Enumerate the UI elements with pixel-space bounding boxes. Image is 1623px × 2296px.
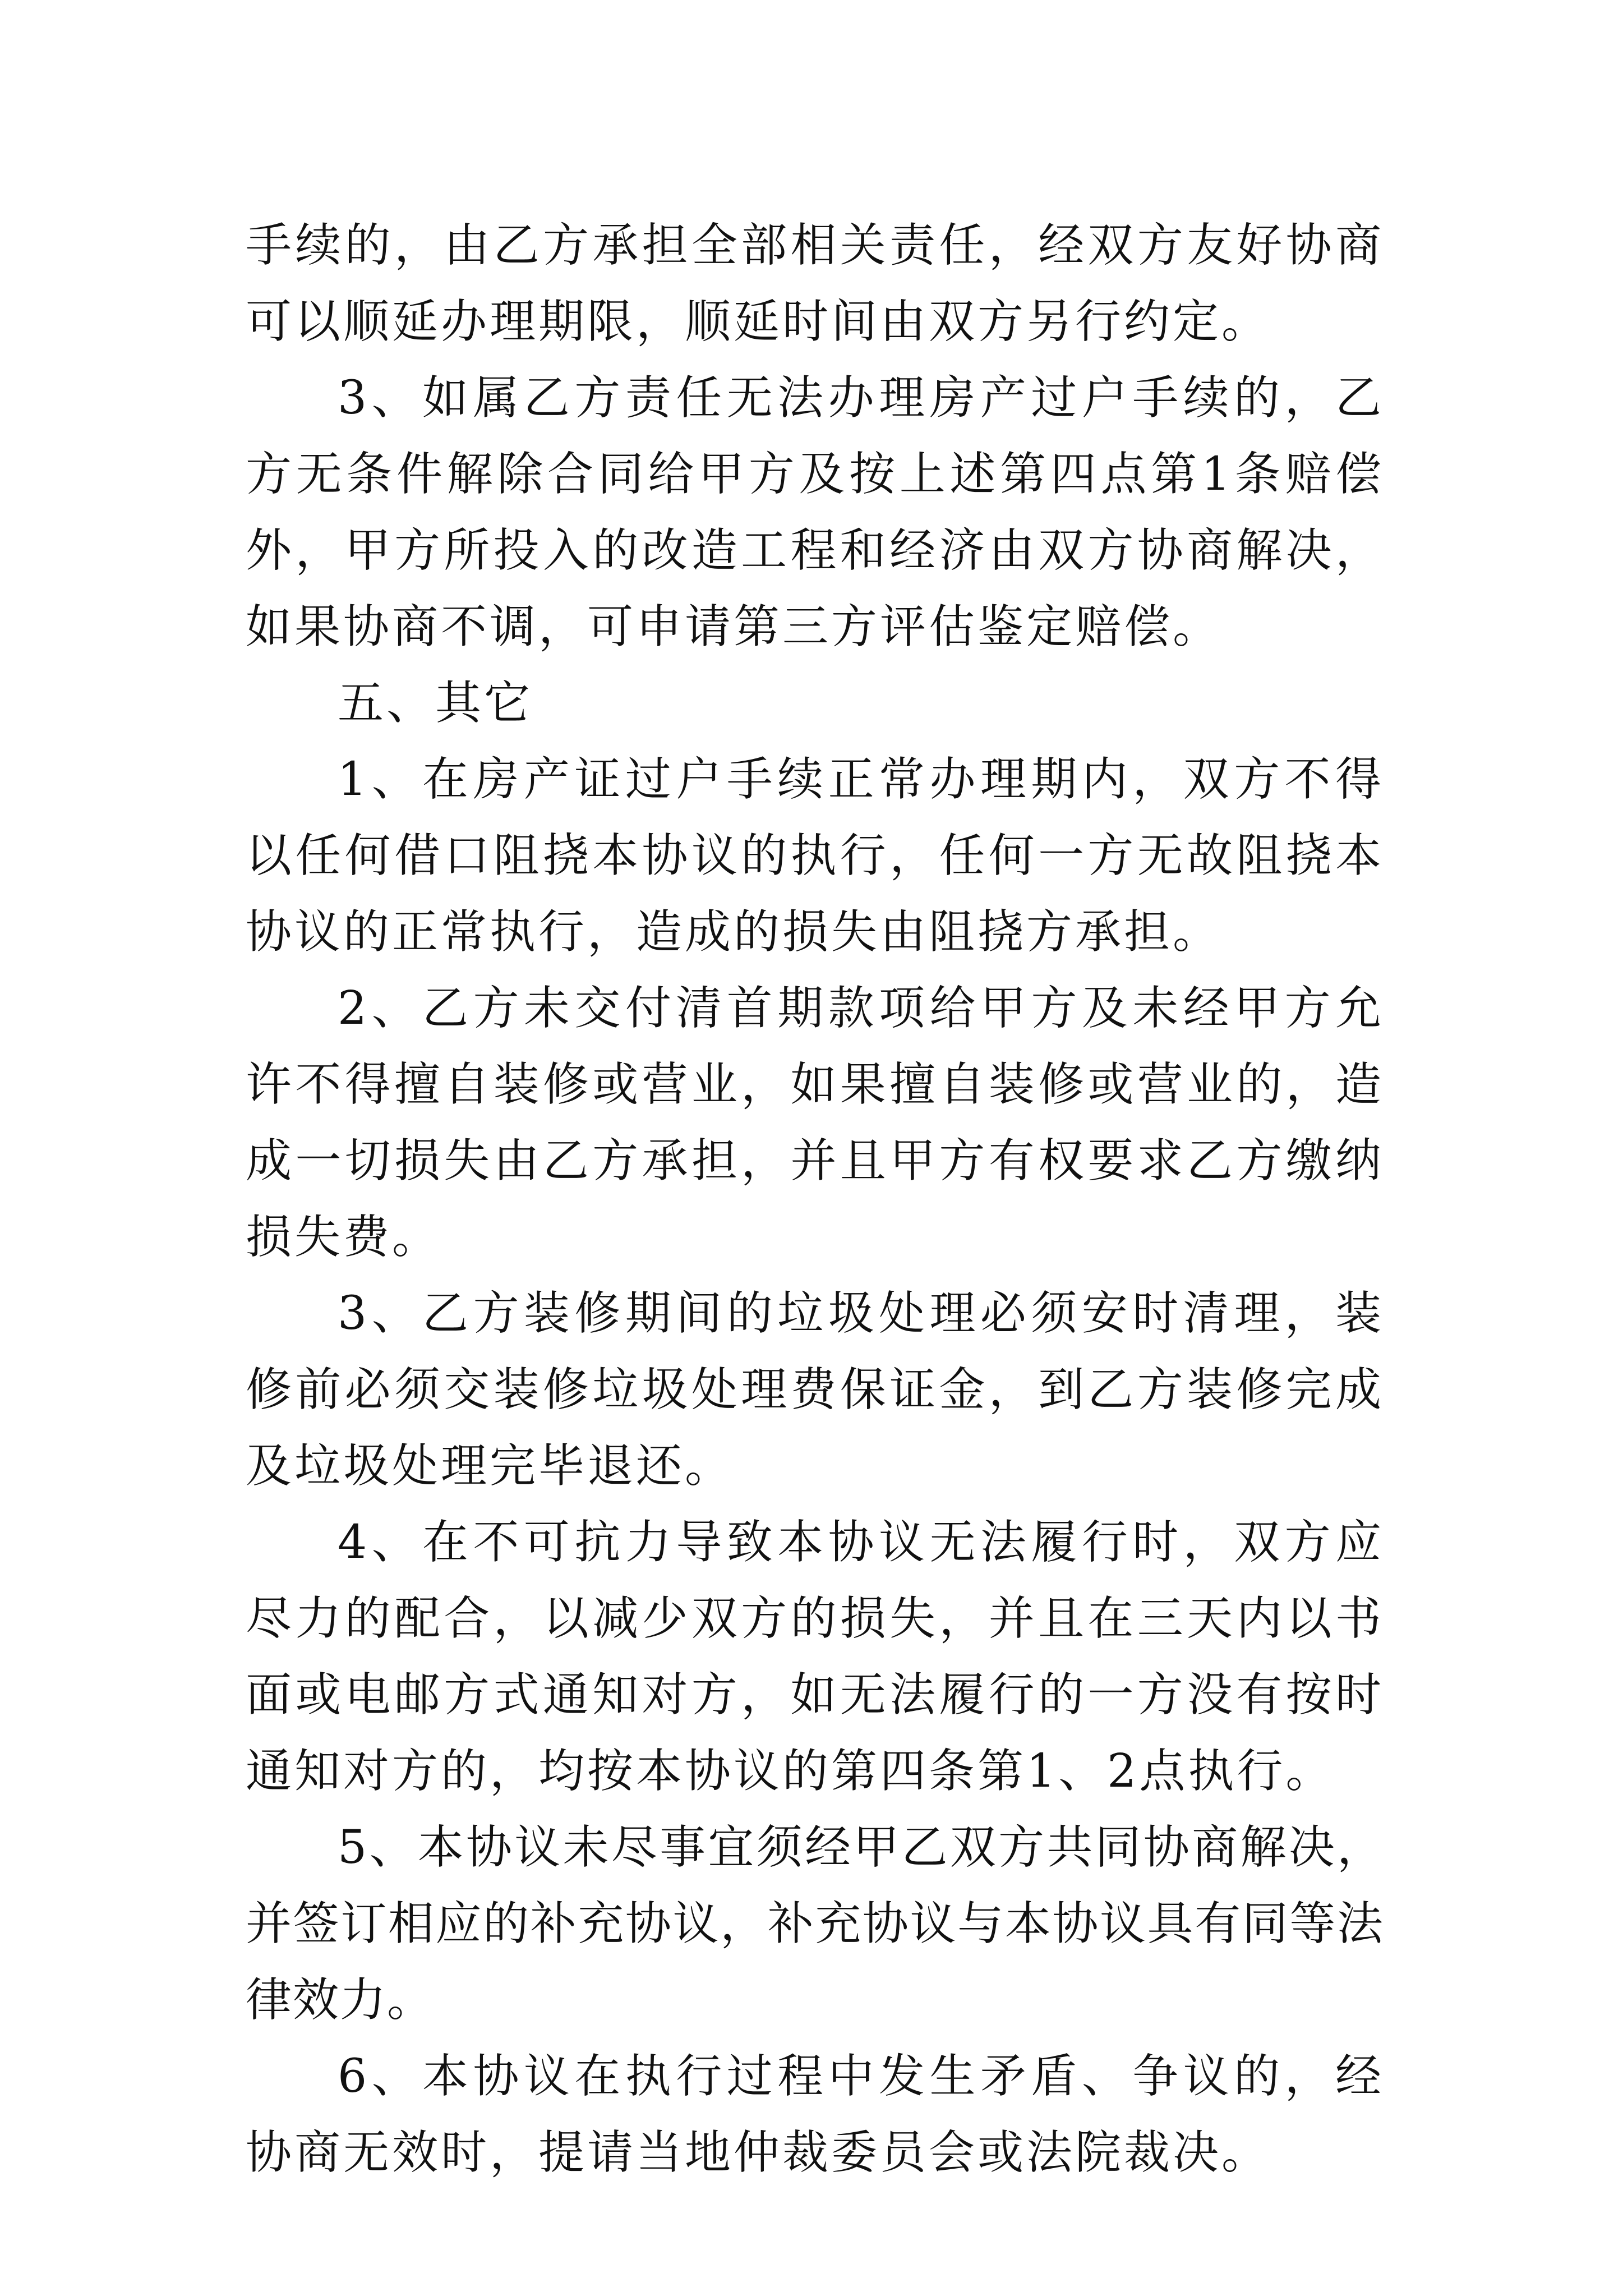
paragraph-continuation: 手续的，由乙方承担全部相关责任，经双方友好协商可以顺延办理期限，顺延时间由双方另行约定。 (246, 219, 1384, 348)
paragraph-clause-5-5: 5、本协议未尽事宜须经甲乙双方共同协商解决，并签订相应的补充协议，补充协议与本协议具有同等法律效力。 (246, 1821, 1384, 2027)
paragraph-clause-5-6: 6、本协议在执行过程中发生矛盾、争议的，经协商无效时，提请当地仲裁委员会或法院裁决。 (246, 2050, 1384, 2179)
paragraph-clause-5-2: 2、乙方未交付清首期款项给甲方及未经甲方允许不得擅自装修或营业，如果擅自装修或营业的，造成一切损失由乙方承担，并且甲方有权要求乙方缴纳损失费。 (246, 982, 1384, 1264)
section-heading-5: 五、其它 (338, 677, 533, 730)
document-body (246, 208, 1384, 2191)
paragraph-clause-5-4: 4、在不可抗力导致本协议无法履行时，双方应尽力的配合，以减少双方的损失，并且在三天内以书面或电邮方式通知对方，如无法履行的一方没有按时通知对方的，均按本协议的第四条第1、2点执行。 (246, 1516, 1384, 1798)
paragraph-clause-5-1: 1、在房产证过户手续正常办理期内，双方不得以任何借口阻挠本协议的执行，任何一方无故阻挠本协议的正常执行，造成的损失由阻挠方承担。 (246, 753, 1384, 959)
paragraph-clause-5-3: 3、乙方装修期间的垃圾处理必须安时清理，装修前必须交装修垃圾处理费保证金，到乙方装修完成及垃圾处理完毕退还。 (246, 1287, 1384, 1493)
paragraph-clause-4-3: 3、如属乙方责任无法办理房产过户手续的，乙方无条件解除合同给甲方及按上述第四点第1条赔偿外，甲方所投入的改造工程和经济由双方协商解决，如果协商不调，可申请第三方评估鉴定赔偿。 (246, 371, 1384, 654)
